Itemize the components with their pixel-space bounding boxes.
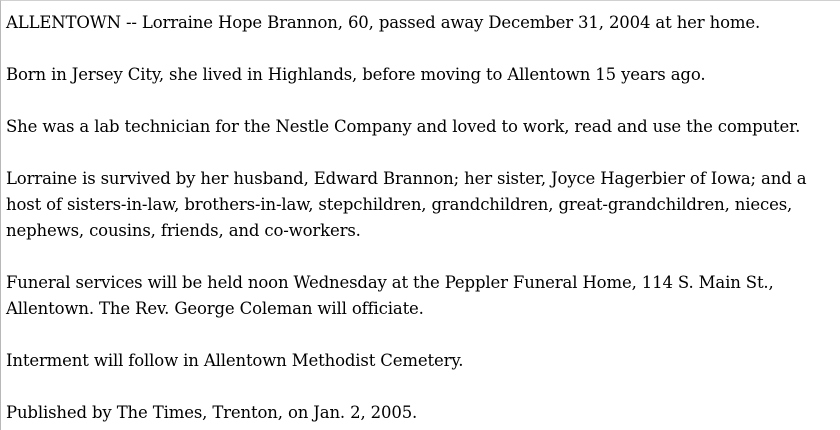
obituary-background-paragraph: Born in Jersey City, she lived in Highlands, before moving to Allentown 15 years ago. — [6, 65, 706, 84]
obituary-interment-paragraph: Interment will follow in Allentown Methodist Cemetery. — [6, 351, 464, 370]
obituary-document — [6, 1, 840, 430]
obituary-announcement-paragraph: ALLENTOWN -- Lorraine Hope Brannon, 60, passed away December 31, 2004 at her home. — [6, 13, 761, 32]
obituary-career-paragraph: She was a lab technician for the Nestle Company and loved to work, read and use the computer. — [6, 117, 801, 136]
obituary-services-paragraph: Funeral services will be held noon Wednesday at the Peppler Funeral Home, 114 S. Main St., Allentown. The Rev. George Coleman will officiate. — [6, 273, 774, 318]
obituary-survivors-paragraph: Lorraine is survived by her husband, Edward Brannon; her sister, Joyce Hagerbier of Iowa; and a host of sisters-in-law, brothers-in-law, stepchildren, grandchildren, great-grandchildren, nieces, nephews, cousins, friends, and co-workers. — [6, 169, 807, 240]
obituary-publication-paragraph: Published by The Times, Trenton, on Jan. 2, 2005. — [6, 403, 418, 422]
